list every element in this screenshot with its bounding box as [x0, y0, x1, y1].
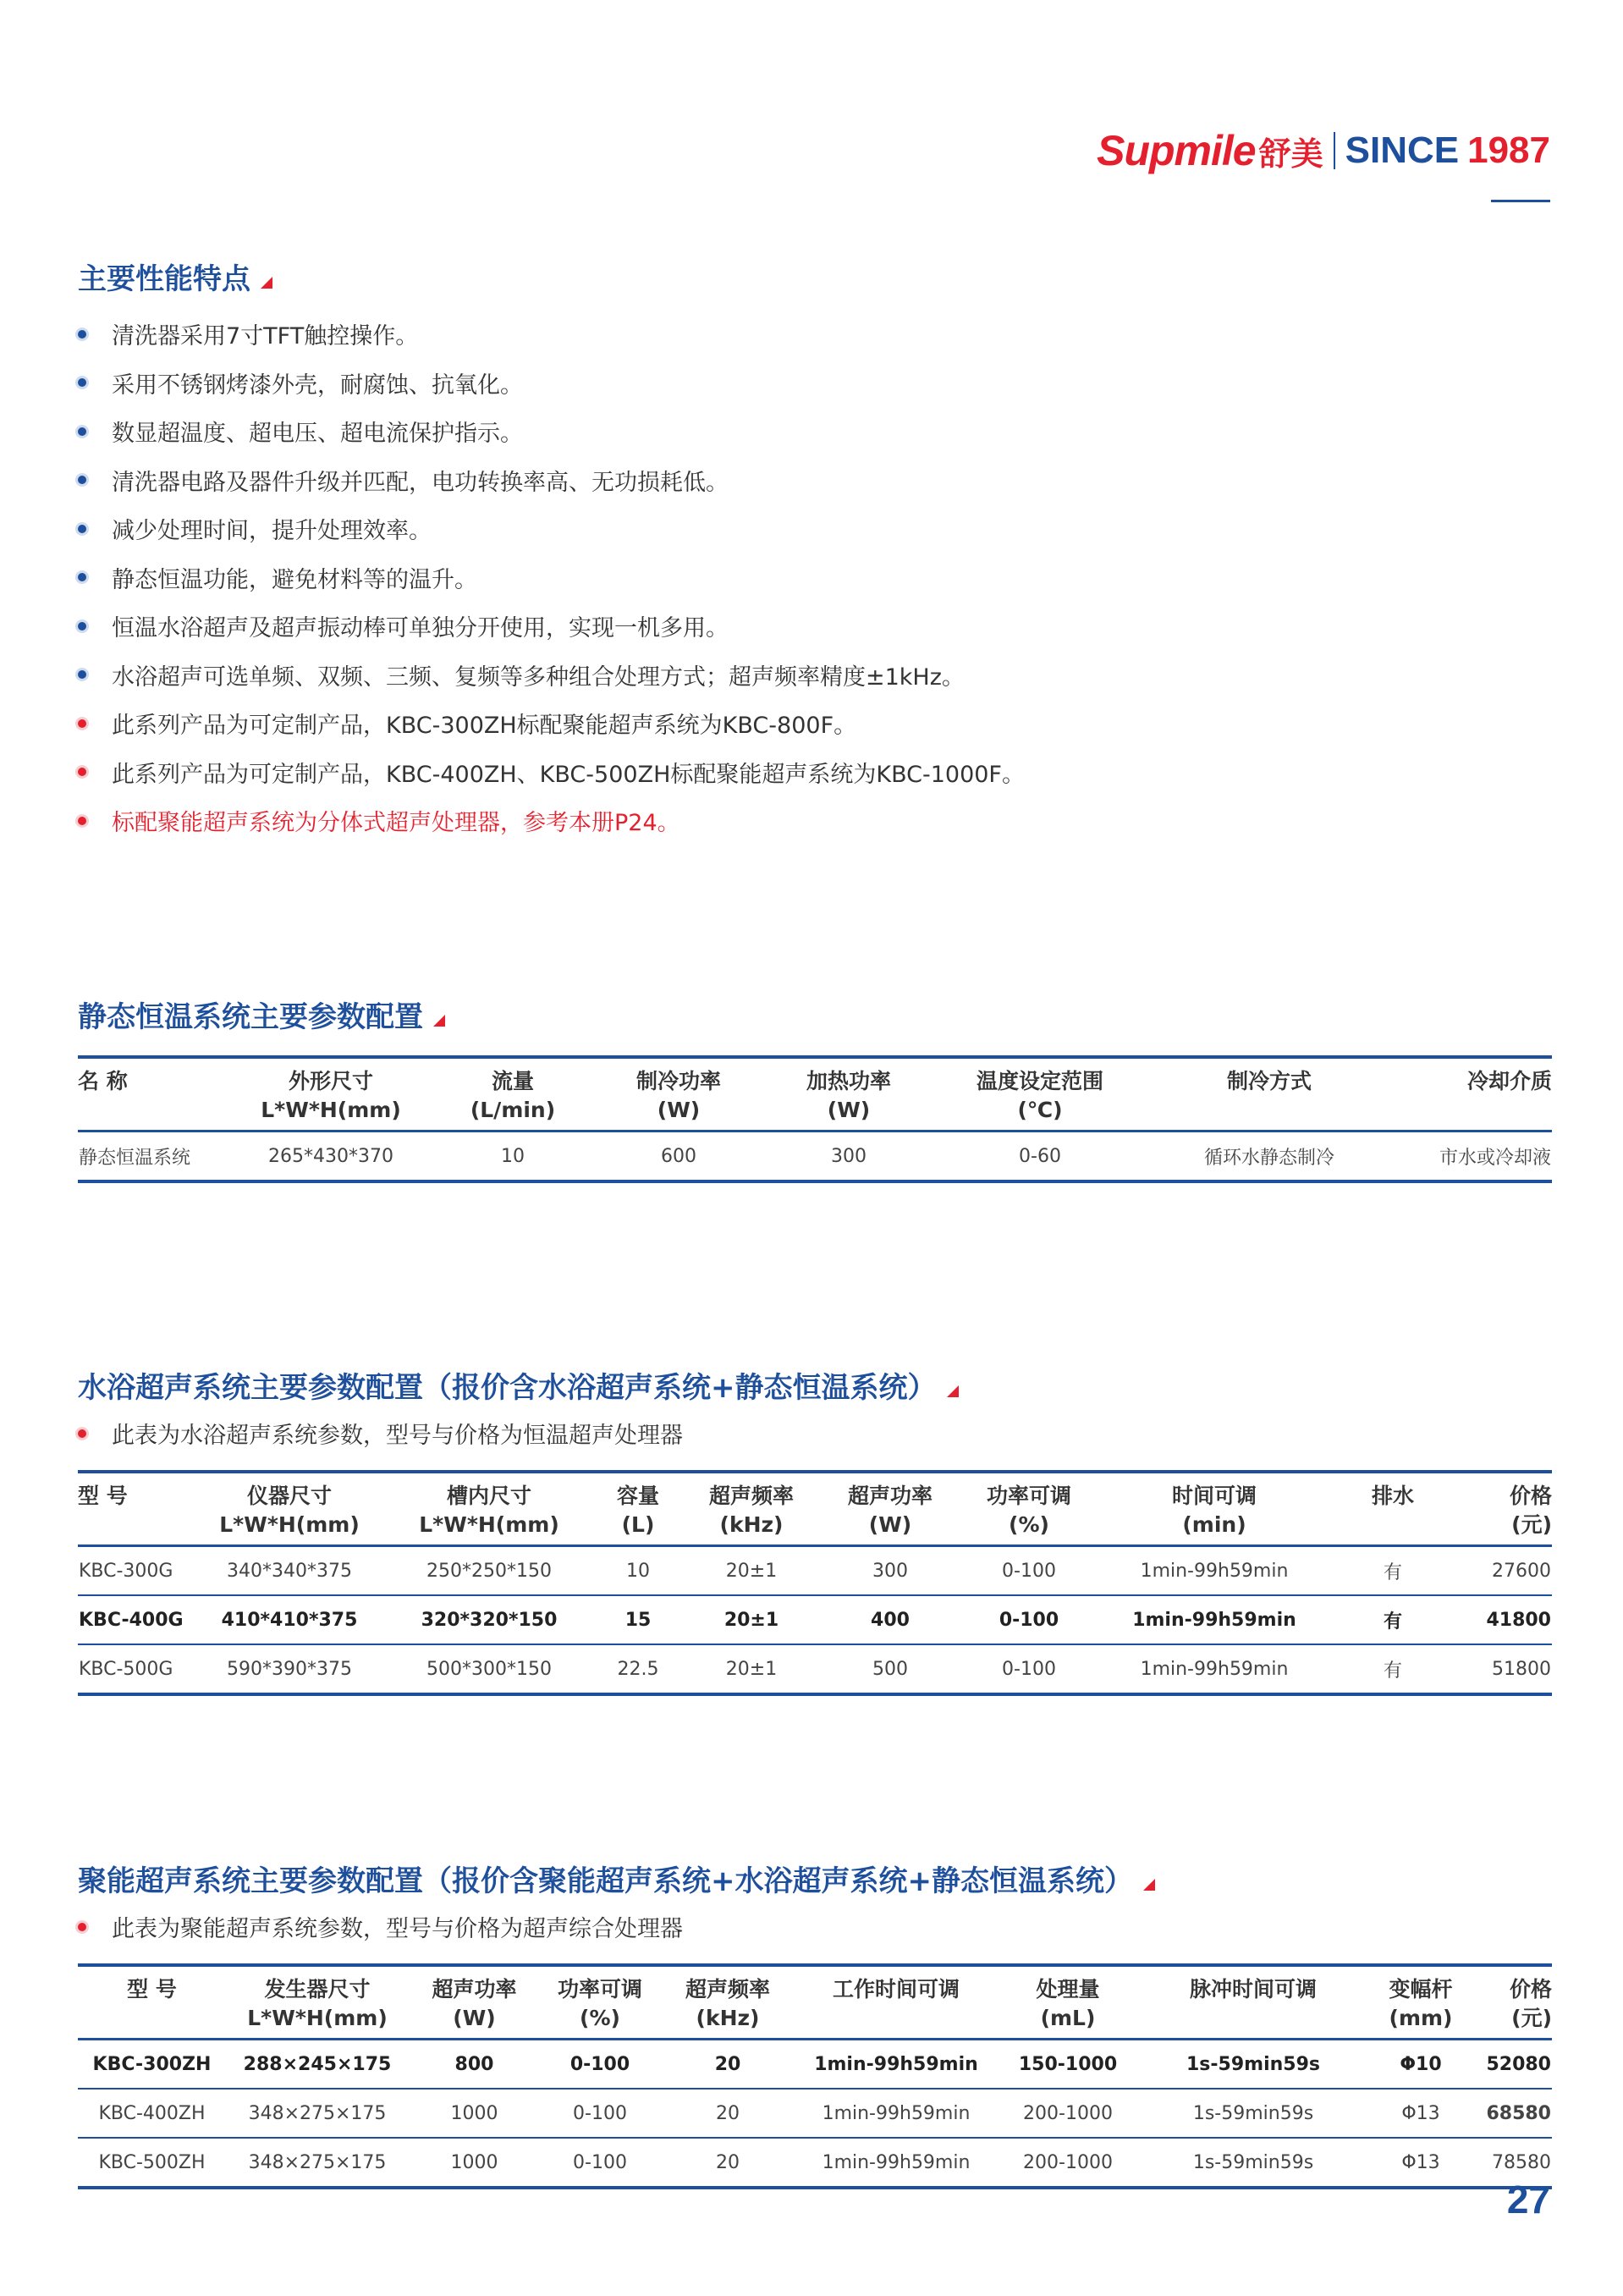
table-cell: 41800	[1449, 1595, 1552, 1644]
column-header: 冷却介质	[1466, 1069, 1552, 1093]
table-cell: 0-100	[966, 1644, 1092, 1694]
table-cell: 600	[589, 1131, 768, 1182]
bath-table-note: 此表为水浴超声系统参数，型号与价格为恒温超声处理器	[78, 1417, 683, 1450]
focus-table-title: 聚能超声系统主要参数配置（报价含聚能超声系统+水浴超声系统+静态恒温系统）	[78, 1858, 1155, 1899]
table-cell: 348×275×175	[226, 2138, 409, 2188]
column-header: 功率可调 (%)	[557, 1977, 642, 2030]
table-cell: 0-100	[540, 2040, 660, 2090]
column-header: 超声频率 (kHz)	[708, 1484, 794, 1537]
table-cell: 500	[814, 1644, 966, 1694]
logo-divider	[1334, 132, 1335, 169]
table-cell: 52080	[1474, 2040, 1552, 2090]
table-cell: KBC-300ZH	[78, 2040, 226, 2090]
column-header: 变幅杆 (mm)	[1389, 1977, 1453, 2030]
table-cell: 1min-99h59min	[1092, 1595, 1337, 1644]
table-cell: Φ10	[1367, 2040, 1474, 2090]
column-header: 发生器尺寸 L*W*H(mm)	[247, 1977, 388, 2030]
table-row	[78, 1644, 1552, 1694]
table-cell: 0-100	[966, 1595, 1092, 1644]
table-row	[78, 2089, 1552, 2138]
table-cell: 27600	[1449, 1546, 1552, 1596]
table-cell: 150-1000	[997, 2040, 1139, 2090]
feature-item	[78, 504, 1025, 553]
table-cell: 265*430*370	[225, 1131, 437, 1182]
red-bullet-icon	[78, 1429, 86, 1438]
table-cell: 1s-59min59s	[1139, 2138, 1367, 2188]
feature-item	[78, 699, 1025, 748]
table-cell: 静态恒温系统	[78, 1131, 225, 1182]
logo-year: 1987	[1467, 129, 1550, 171]
column-header: 温度设定范围 (℃)	[976, 1069, 1103, 1122]
brand-logo	[1097, 125, 1550, 176]
column-header: 价格 (元)	[1509, 1484, 1552, 1537]
logo-brand-cn: 舒美	[1258, 135, 1323, 173]
table-cell: 20	[660, 2138, 795, 2188]
table-cell: 250*250*150	[391, 1546, 587, 1596]
blue-bullet-icon	[78, 476, 86, 484]
table-cell: 300	[814, 1546, 966, 1596]
table-cell: 20	[660, 2089, 795, 2138]
table-cell: 22.5	[587, 1644, 689, 1694]
triangle-marker-icon	[947, 1385, 959, 1397]
table-cell: 500*300*150	[391, 1644, 587, 1694]
feature-text: 标配聚能超声系统为分体式超声处理器，参考本册P24。	[112, 810, 680, 837]
table-cell: 有	[1337, 1595, 1449, 1644]
bath-table-title: 水浴超声系统主要参数配置（报价含水浴超声系统+静态恒温系统）	[78, 1364, 959, 1406]
column-header: 超声功率 (W)	[847, 1484, 933, 1537]
table-cell: 288×245×175	[226, 2040, 409, 2090]
feature-item	[78, 407, 1025, 456]
table-cell: KBC-500G	[78, 1644, 188, 1694]
features-title: 主要性能特点	[78, 256, 272, 297]
logo-underline	[1491, 200, 1550, 202]
column-header: 仪器尺寸 L*W*H(mm)	[219, 1484, 360, 1537]
table-cell: 循环水静态制冷	[1151, 1131, 1388, 1182]
table-cell: 200-1000	[997, 2138, 1139, 2188]
table-cell: KBC-300G	[78, 1546, 188, 1596]
feature-item	[78, 456, 1025, 505]
table-cell: 15	[587, 1595, 689, 1644]
table-row	[78, 1131, 1552, 1182]
table-cell: 0-100	[540, 2138, 660, 2188]
feature-text: 此系列产品为可定制产品，KBC-400ZH、KBC-500ZH标配聚能超声系统为KBC-1000F。	[112, 761, 1025, 788]
red-bullet-icon	[78, 817, 86, 825]
red-bullet-icon	[78, 768, 86, 776]
table-cell: 1s-59min59s	[1139, 2040, 1367, 2090]
column-header: 脉冲时间可调	[1189, 1977, 1317, 2001]
feature-text: 清洗器采用7寸TFT触控操作。	[112, 323, 419, 350]
table-row	[78, 1595, 1552, 1644]
feature-item	[78, 748, 1025, 797]
feature-item	[78, 359, 1025, 408]
table-cell: KBC-500ZH	[78, 2138, 226, 2188]
table-cell: Φ13	[1367, 2138, 1474, 2188]
blue-bullet-icon	[78, 573, 86, 581]
column-header: 排水	[1371, 1484, 1414, 1508]
column-header: 制冷功率 (W)	[635, 1069, 721, 1122]
red-bullet-icon	[78, 719, 86, 728]
feature-item	[78, 651, 1025, 700]
static-table-title: 静态恒温系统主要参数配置	[78, 994, 445, 1035]
table-cell: 320*320*150	[391, 1595, 587, 1644]
logo-since: SINCE	[1345, 129, 1460, 171]
column-header: 名 称	[78, 1069, 128, 1093]
table-cell: KBC-400ZH	[78, 2089, 226, 2138]
table-cell: 1min-99h59min	[795, 2040, 997, 2090]
column-header: 型 号	[78, 1484, 128, 1508]
table-cell: 410*410*375	[188, 1595, 391, 1644]
column-header: 处理量 (mL)	[1036, 1977, 1100, 2030]
table-cell: 0-60	[929, 1131, 1151, 1182]
feature-text: 清洗器电路及器件升级并匹配，电功转换率高、无功损耗低。	[112, 469, 729, 496]
bath-system-table	[78, 1470, 1552, 1696]
column-header: 外形尺寸 L*W*H(mm)	[261, 1069, 401, 1122]
table-cell: 1s-59min59s	[1139, 2089, 1367, 2138]
column-header: 制冷方式	[1226, 1069, 1312, 1093]
table-row	[78, 2138, 1552, 2188]
table-cell: 10	[437, 1131, 589, 1182]
table-cell: 1000	[409, 2138, 540, 2188]
page-number: 27	[1506, 2178, 1550, 2222]
table-cell: 20	[660, 2040, 795, 2090]
table-cell: 400	[814, 1595, 966, 1644]
feature-text: 静态恒温功能，避免材料等的温升。	[112, 566, 477, 593]
table-cell: 市水或冷却液	[1388, 1131, 1552, 1182]
table-cell: KBC-400G	[78, 1595, 188, 1644]
feature-item	[78, 553, 1025, 603]
table-cell: 1000	[409, 2089, 540, 2138]
table-cell: 0-100	[966, 1546, 1092, 1596]
blue-bullet-icon	[78, 427, 86, 436]
feature-text: 数显超温度、超电压、超电流保护指示。	[112, 421, 523, 448]
column-header: 价格 (元)	[1509, 1977, 1552, 2030]
feature-item	[78, 310, 1025, 359]
blue-bullet-icon	[78, 670, 86, 679]
table-cell: 有	[1337, 1546, 1449, 1596]
column-header: 功率可调 (%)	[986, 1484, 1071, 1537]
table-cell: 20±1	[689, 1595, 814, 1644]
column-header: 超声功率 (W)	[432, 1977, 517, 2030]
triangle-marker-icon	[1143, 1879, 1155, 1891]
feature-text: 减少处理时间，提升处理效率。	[112, 518, 432, 545]
feature-item	[78, 796, 1025, 845]
column-header: 加热功率 (W)	[806, 1069, 891, 1122]
table-cell: 348×275×175	[226, 2089, 409, 2138]
column-header: 型 号	[127, 1977, 177, 2001]
table-cell: 1min-99h59min	[795, 2089, 997, 2138]
triangle-marker-icon	[261, 277, 272, 289]
table-cell: 1min-99h59min	[1092, 1546, 1337, 1596]
table-cell: 1min-99h59min	[1092, 1644, 1337, 1694]
table-cell: 300	[768, 1131, 929, 1182]
column-header: 流量 (L/min)	[470, 1069, 556, 1122]
logo-brand: Supmile	[1097, 127, 1256, 174]
blue-bullet-icon	[78, 525, 86, 533]
blue-bullet-icon	[78, 622, 86, 630]
red-bullet-icon	[78, 1923, 86, 1931]
feature-item	[78, 602, 1025, 651]
feature-text: 采用不锈钢烤漆外壳，耐腐蚀、抗氧化。	[112, 372, 523, 399]
table-cell: 200-1000	[997, 2089, 1139, 2138]
table-cell: 有	[1337, 1644, 1449, 1694]
blue-bullet-icon	[78, 330, 86, 339]
column-header: 槽内尺寸 L*W*H(mm)	[419, 1484, 559, 1537]
feature-list	[78, 310, 1025, 845]
table-cell: 590*390*375	[188, 1644, 391, 1694]
table-cell: 340*340*375	[188, 1546, 391, 1596]
table-cell: 0-100	[540, 2089, 660, 2138]
column-header: 超声频率 (kHz)	[685, 1977, 770, 2030]
table-cell: 1min-99h59min	[795, 2138, 997, 2188]
table-cell: 10	[587, 1546, 689, 1596]
table-cell: 20±1	[689, 1644, 814, 1694]
focus-table-note: 此表为聚能超声系统参数，型号与价格为超声综合处理器	[78, 1910, 683, 1943]
table-row	[78, 1546, 1552, 1596]
table-cell: Φ13	[1367, 2089, 1474, 2138]
feature-text: 此系列产品为可定制产品，KBC-300ZH标配聚能超声系统为KBC-800F。	[112, 713, 857, 740]
column-header: 工作时间可调	[832, 1977, 960, 2001]
blue-bullet-icon	[78, 378, 86, 387]
column-header: 容量 (L)	[616, 1484, 659, 1537]
feature-text: 水浴超声可选单频、双频、三频、复频等多种组合处理方式；超声频率精度±1kHz。	[112, 663, 965, 691]
table-cell: 51800	[1449, 1644, 1552, 1694]
feature-text: 恒温水浴超声及超声振动棒可单独分开使用，实现一机多用。	[112, 615, 729, 642]
focus-system-table	[78, 1963, 1552, 2189]
static-system-table	[78, 1055, 1552, 1183]
table-cell: 20±1	[689, 1546, 814, 1596]
triangle-marker-icon	[433, 1015, 445, 1027]
table-cell: 68580	[1474, 2089, 1552, 2138]
table-row	[78, 2040, 1552, 2090]
table-cell: 800	[409, 2040, 540, 2090]
table-cell: 78580	[1474, 2138, 1552, 2188]
column-header: 时间可调 (min)	[1171, 1484, 1257, 1537]
